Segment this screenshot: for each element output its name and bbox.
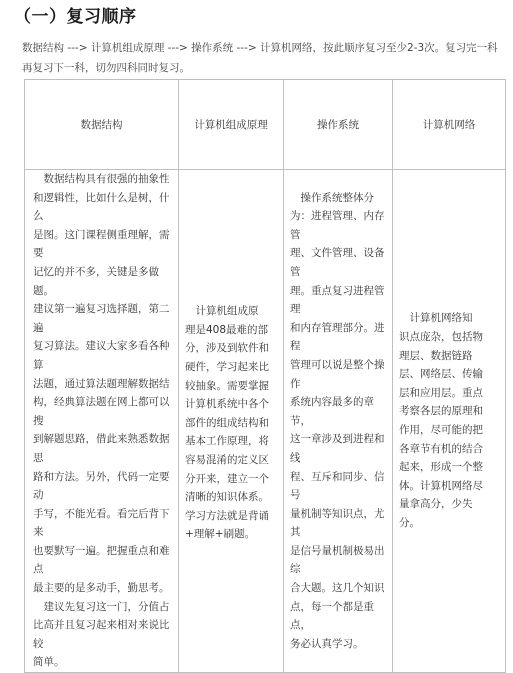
section-heading: （一）复习顺序: [14, 7, 137, 27]
table-row: [25, 170, 506, 673]
cell-text: 数据结构具有很强的抽象性 和逻辑性，比如什么是树，什么 是图。这门课程侧重理解，需要 记忆的并不多，关键是多做题。 建议第一遍复习选择题，第二遍 复习算法。建议大家多看各种算 法题，通过算法题理解数据结 构，经典算法题在网上都可以搜 到解题思路，借此来熟悉数据思 路和方法。另外，代码一定要动 手写，不能光看。看完后背下来 也要默写一遍。把握重点和难点 最主要的是多动手，勤思考。 建议先复习这一门，分值占 比高并且复习起来相对来说比较 简单。: [33, 173, 170, 669]
cell-text: 计算机组成原 理是408最难的部 分，涉及到软件和 硬件，学习起来比 较抽象。需要掌握 计算机系统中各个 部件的组成结构和 基本工作原理，将 容易混淆的定义区 分开来，建立一个 清晰的知识体系。 学习方法就是背诵 +理解+刷题。: [185, 305, 269, 541]
table-header-row: [25, 80, 506, 170]
cell-data-structures: [25, 170, 179, 673]
cell-computer-organization: [179, 170, 284, 673]
header-computer-organization: 计算机组成原理: [179, 80, 284, 170]
cell-computer-networks: [393, 170, 506, 673]
header-operating-systems: 操作系统: [284, 80, 393, 170]
cell-text: 计算机网络知 识点庞杂，包括物 理层、数据链路 层、网络层、传输 层和应用层。重点 考察各层的原理和 作用，尽可能的把 各章节有机的结合 起来，形成一个整 体。计算机网络尽 量拿高分，少失 分。: [399, 312, 483, 529]
review-order-table: [24, 79, 506, 673]
header-data-structures: 数据结构: [25, 80, 179, 170]
header-computer-networks: 计算机网络: [393, 80, 506, 170]
cell-text: 操作系统整体分 为：进程管理、内存管 理、文件管理、设备管 理。重点复习进程管理 和内存管理部分。进程 管理可以说是整个操作 系统内容最多的章节， 这一章涉及到进程和线 程、互斥和同步、信号 量机制等知识点，尤其 是信号量机制极易出综 合大题。这几个知识 点，每一个都是重点， 务必认真学习。: [290, 191, 385, 650]
intro-paragraph: 数据结构 ---> 计算机组成原理 ---> 操作系统 ---> 计算机网络，按此顺序复习至少2-3次。复习完一科再复习下一科，切勿四科同时复习。: [22, 42, 498, 74]
cell-operating-systems: [284, 170, 393, 673]
